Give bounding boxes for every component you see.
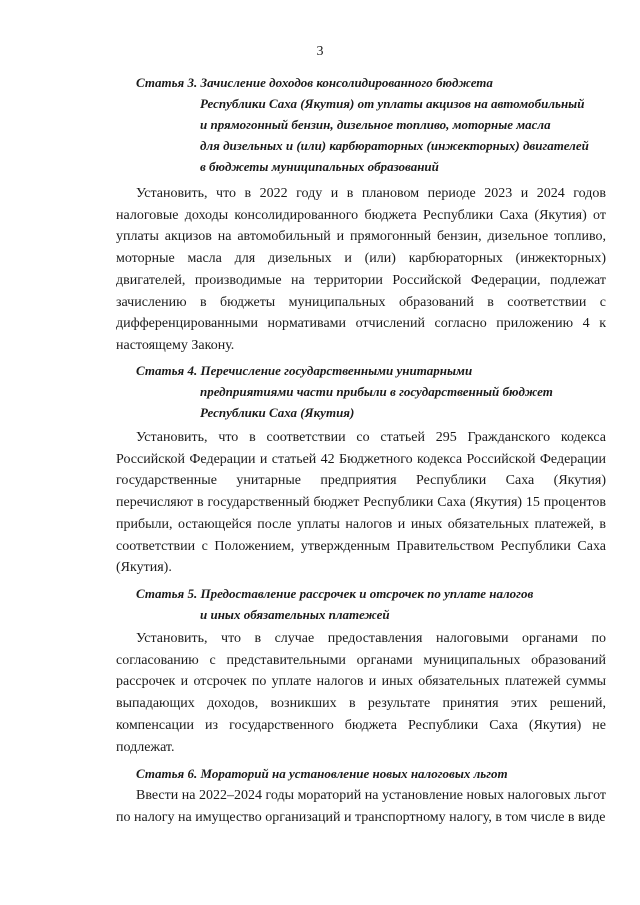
article-4-heading [136,360,553,423]
article-3-body: Установить, что в 2022 году и в плановом периоде 2023 и 2024 годов налоговые доходы консолидированного бюджета Республики Саха (Якутия) от уплаты акцизов на автомобильный и прямогонный бензин, дизельное топливо, моторные масла для дизельных и (или) карбюраторных (инжекторных) двигателей, производимые на территории Российской Федерации, подлежат зачислению в бюджеты муниципальных образований в соответствии с дифференцированными нормативами отчислений согласно приложению 4 к настоящему Закону. [116,186,606,353]
heading-line: Статья 3. Зачисление доходов консолидированного бюджета [136,75,493,90]
heading-line: в бюджеты муниципальных образований [200,159,439,174]
article-3-heading [136,72,589,177]
article-6-heading [136,763,508,784]
heading-line: и прямогонный бензин, дизельное топливо, моторные масла [200,117,551,132]
heading-line: Статья 6. Мораторий на установление новых налоговых льгот [136,766,508,781]
heading-line: Республики Саха (Якутия) [200,405,355,420]
article-6-body: Ввести на 2022–2024 годы мораторий на установление новых налоговых льгот по налогу на имущество организаций и транспортному налогу, в том числе в виде [116,788,606,825]
page-number: 3 [316,44,324,59]
article-5-body: Установить, что в случае предоставления налоговыми органами по согласованию с представительными органами муниципальных образований рассрочек и отсрочек по уплате налогов и иных обязательных платежей суммы выпадающих доходов, возникших в результате принятия этих решений, компенсации из государственного бюджета Республики Саха (Якутия) не подлежат. [116,631,606,755]
article-5-heading [136,583,533,625]
article-4-body: Установить, что в соответствии со статьей 295 Гражданского кодекса Российской Федерации и статьей 42 Бюджетного кодекса Российской Федерации государственные унитарные предприятия Республики Саха (Якутия) перечисляют в государственный бюджет Республики Саха (Якутия) 15 процентов прибыли, остающейся после уплаты налогов и иных обязательных платежей, в соответствии с Положением, утвержденным Правительством Республики Саха (Якутия). [116,430,606,576]
heading-line: Республики Саха (Якутия) от уплаты акцизов на автомобильный [200,96,585,111]
heading-line: для дизельных и (или) карбюраторных (инжекторных) двигателей [200,138,589,153]
heading-line: Статья 5. Предоставление рассрочек и отсрочек по уплате налогов [136,586,534,601]
heading-line: Статья 4. Перечисление государственными унитарными [136,363,473,378]
heading-line: и иных обязательных платежей [200,607,390,622]
heading-line: предприятиями части прибыли в государственный бюджет [200,384,553,399]
